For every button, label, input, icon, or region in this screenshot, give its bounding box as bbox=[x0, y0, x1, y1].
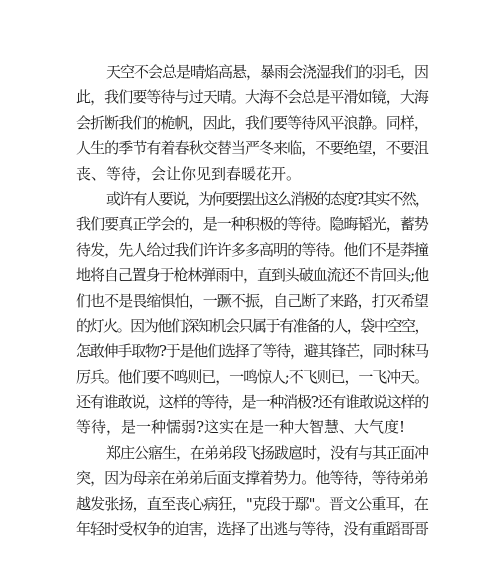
text-line: 人生的季节有着春秋交替当严冬来临，不要绝望，不要沮 bbox=[76, 139, 428, 158]
paragraph-3 bbox=[76, 441, 428, 543]
text-line: 年轻时受权争的迫害，选择了出逃与等待，没有重蹈哥哥 bbox=[76, 520, 428, 539]
text-line: 们也不是畏缩惧怕，一蹶不振，自己断了来路，打灭希望 bbox=[76, 291, 428, 310]
text-line: 地将自己置身于枪林弹雨中，直到头破血流还不肯回头;他 bbox=[76, 266, 428, 285]
text-line: 或许有人要说，为何要摆出这么消极的态度?其实不然， bbox=[106, 189, 428, 208]
text-line: 厉兵。他们要不鸣则已，一鸣惊人;不飞则已，一飞冲天。 bbox=[76, 367, 428, 386]
document-body bbox=[76, 60, 428, 542]
text-line: 丧、等待，会让你见到春暖花开。 bbox=[76, 164, 302, 183]
text-line: 郑庄公寤生，在弟弟段飞扬跋扈时，没有与其正面冲 bbox=[106, 443, 428, 462]
text-line: 待发，先人给过我们许许多多高明的等待。他们不是莽撞 bbox=[76, 240, 428, 259]
text-line: 会折断我们的桅帆，因此，我们要等待风平浪静。同样， bbox=[76, 113, 428, 132]
text-line: 突，因为母亲在弟弟后面支撑着势力。他等待，等待弟弟 bbox=[76, 469, 428, 488]
text-line: 我们要真正学会的，是一种积极的等待。隐晦韬光，蓄势 bbox=[76, 215, 428, 234]
text-line: 还有谁敢说，这样的等待，是一种消极?还有谁敢说这样的 bbox=[76, 393, 428, 412]
text-line: 此，我们要等待与过天晴。大海不会总是平滑如镜，大海 bbox=[76, 88, 428, 107]
paragraph-2 bbox=[76, 187, 428, 441]
text-line: 等待，是一种懦弱?这实在是一种大智慧、大气度! bbox=[76, 418, 406, 437]
paragraph-1 bbox=[76, 60, 428, 187]
text-line: 天空不会总是晴焰高悬，暴雨会浇湿我们的羽毛，因 bbox=[106, 63, 428, 81]
text-line: 越发张扬，直至丧心病狂，"克段于鄢"。晋文公重耳，在 bbox=[76, 494, 428, 513]
text-line: 怎敢伸手取物?于是他们选择了等待，避其锋芒，同时秣马 bbox=[76, 342, 428, 361]
text-line: 的灯火。因为他们深知机会只属于有准备的人，袋中空空， bbox=[76, 316, 428, 335]
